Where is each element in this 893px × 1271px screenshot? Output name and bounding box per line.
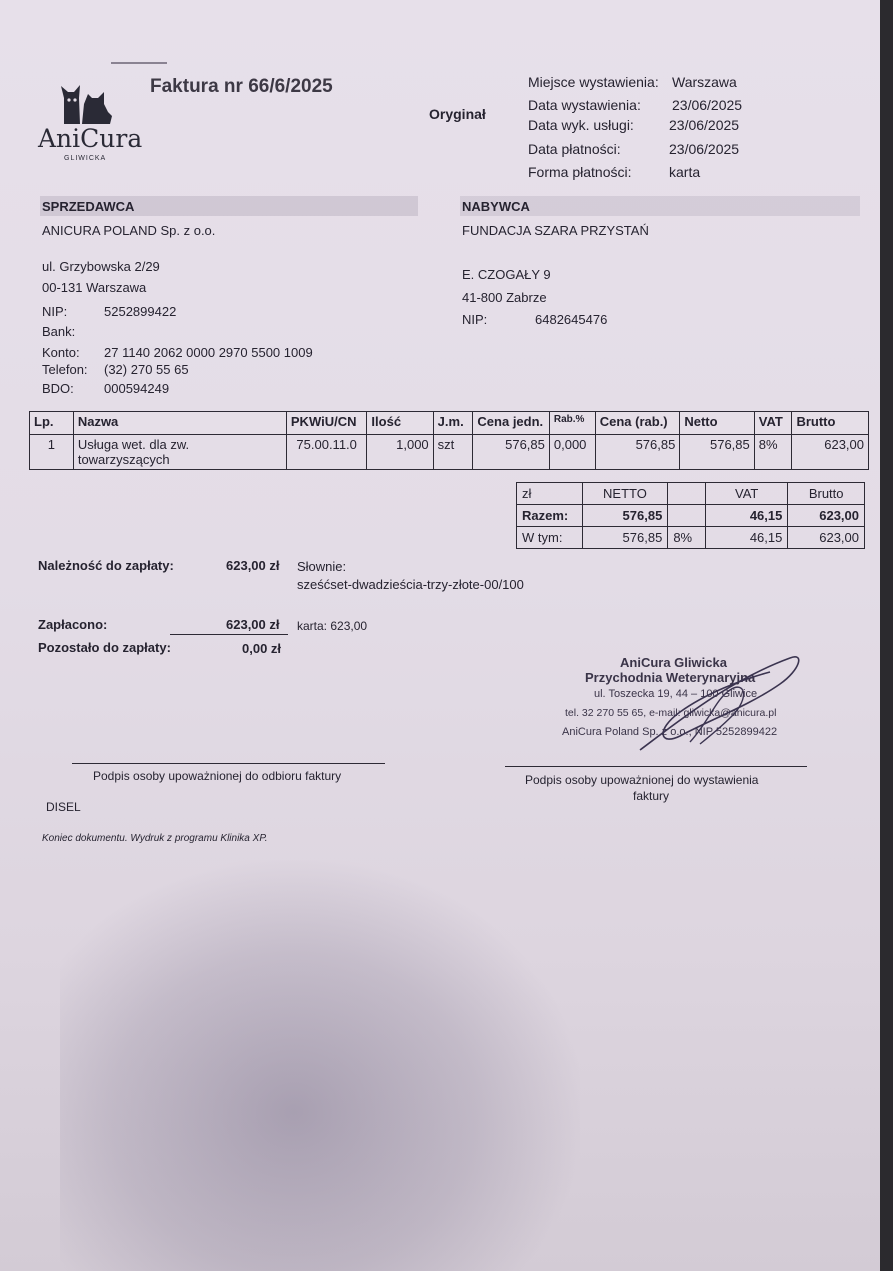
meta-label: Miejsce wystawienia: <box>528 74 659 90</box>
cell-unit: szt <box>433 435 473 470</box>
cell-pkwiu: 75.00.11.0 <box>286 435 367 470</box>
wtym-rate: 8% <box>668 527 706 549</box>
cell-qty: 1,000 <box>367 435 433 470</box>
sum-header: NETTO <box>582 483 668 505</box>
footer-note: Koniec dokumentu. Wydruk z programu Klinika XP. <box>42 833 268 844</box>
hand-shadow <box>60 860 580 1271</box>
sum-header <box>668 483 706 505</box>
cell-unit-price: 576,85 <box>473 435 549 470</box>
name-line: towarzyszących <box>77 452 170 467</box>
seller-name: ANICURA POLAND Sp. z o.o. <box>42 223 216 238</box>
col-header: VAT <box>754 412 792 435</box>
stamp-line: ul. Toszecka 19, 44 – 100 Gliwice <box>594 688 758 700</box>
signature-right-caption-2: faktury <box>633 789 670 803</box>
sum-header: Brutto <box>788 483 865 505</box>
due-amount: 623,00 zł <box>226 558 280 573</box>
buyer-nip-label: NIP: <box>462 312 488 327</box>
logo-name: AniCura <box>38 124 143 153</box>
seller-nip: 5252899422 <box>104 304 177 319</box>
paid-label: Zapłacono: <box>38 617 108 632</box>
seller-bdo-label: BDO: <box>42 381 74 396</box>
cell-name <box>73 435 286 470</box>
cell-net: 576,85 <box>680 435 754 470</box>
sum-header: zł <box>517 483 583 505</box>
sum-header: VAT <box>705 483 787 505</box>
seller-konto-label: Konto: <box>42 345 80 360</box>
meta-label: Data płatności: <box>528 141 621 157</box>
cell-vat: 8% <box>754 435 792 470</box>
stamp-line: AniCura Poland Sp. z o.o., NIP 5252899422 <box>562 726 778 738</box>
logo-subtitle: GLIWICKA <box>64 155 107 162</box>
razem-gross: 623,00 <box>788 505 865 527</box>
signature-right-caption: Podpis osoby upoważnionej do wystawienia <box>525 773 759 787</box>
stamp-line: Przychodnia Weterynaryjna <box>585 670 756 685</box>
copy-label: Oryginał <box>429 106 486 122</box>
meta-value: Warszawa <box>672 74 737 90</box>
summary-wtym-row <box>517 527 865 549</box>
summary-table <box>516 482 865 549</box>
meta-value: 23/06/2025 <box>669 117 740 133</box>
col-header: J.m. <box>433 412 473 435</box>
buyer-name: FUNDACJA SZARA PRZYSTAŃ <box>462 223 649 238</box>
wtym-gross: 623,00 <box>788 527 865 549</box>
summary-header-row <box>517 483 865 505</box>
col-header: PKWiU/CN <box>286 412 367 435</box>
wtym-vat: 46,15 <box>705 527 787 549</box>
cell-gross: 623,00 <box>792 435 869 470</box>
handwritten-signature <box>620 650 810 755</box>
seller-header: SPRZEDAWCA <box>42 199 135 214</box>
buyer-nip: 6482645476 <box>535 312 608 327</box>
remaining-amount: 0,00 zł <box>242 641 282 656</box>
buyer-city: 41-800 Zabrze <box>462 290 547 305</box>
col-header: Nazwa <box>73 412 286 435</box>
meta-value: karta <box>669 164 701 180</box>
cell-discount: 0,000 <box>549 435 595 470</box>
seller-bank-label: Bank: <box>42 324 76 339</box>
meta-label: Forma płatności: <box>528 164 632 180</box>
col-header: Cena jedn. <box>473 412 549 435</box>
buyer-header: NABYWCA <box>462 199 530 214</box>
paid-amount: 623,00 zł <box>226 617 280 632</box>
stamp-line: tel. 32 270 55 65, e-mail: gliwicka@anicura.pl <box>565 707 777 719</box>
items-table <box>29 411 869 470</box>
name-line: Usługa wet. dla zw. <box>77 437 190 452</box>
meta-label: Data wystawienia: <box>528 97 641 113</box>
razem-net: 576,85 <box>582 505 668 527</box>
signature-left-caption: Podpis osoby upoważnionej do odbioru faktury <box>93 769 342 783</box>
razem-vat: 46,15 <box>705 505 787 527</box>
meta-value: 23/06/2025 <box>669 141 740 157</box>
seller-city: 00-131 Warszawa <box>42 280 147 295</box>
col-header: Ilość <box>367 412 433 435</box>
cat-logo-icon <box>58 80 114 126</box>
seller-street: ul. Grzybowska 2/29 <box>42 259 160 274</box>
razem-label: Razem: <box>517 505 583 527</box>
buyer-street: E. CZOGAŁY 9 <box>462 267 551 282</box>
col-header: Brutto <box>792 412 869 435</box>
cell-lp: 1 <box>30 435 74 470</box>
seller-tel-label: Telefon: <box>42 362 88 377</box>
invoice-title: Faktura nr 66/6/2025 <box>150 76 333 97</box>
meta-value: 23/06/2025 <box>672 97 743 113</box>
stamp-line: AniCura Gliwicka <box>620 655 727 670</box>
col-header: Cena (rab.) <box>595 412 680 435</box>
table-row <box>30 435 869 470</box>
paid-method: karta: 623,00 <box>297 619 368 633</box>
col-header: Lp. <box>30 412 74 435</box>
seller-nip-label: NIP: <box>42 304 68 319</box>
seller-konto: 27 1140 2062 0000 2970 5500 1009 <box>104 345 313 360</box>
col-header: Rab.% <box>549 412 595 435</box>
remaining-label: Pozostało do zapłaty: <box>38 640 171 655</box>
words-label: Słownie: <box>297 559 347 574</box>
wtym-net: 576,85 <box>582 527 668 549</box>
summary-total-row <box>517 505 865 527</box>
meta-label: Data wyk. usługi: <box>528 117 634 133</box>
seller-tel: (32) 270 55 65 <box>104 362 189 377</box>
col-header: Netto <box>680 412 754 435</box>
issuer-name: DISEL <box>46 800 81 814</box>
cell-price-disc: 576,85 <box>595 435 680 470</box>
amount-in-words: sześćset-dwadzieścia-trzy-złote-00/100 <box>297 577 524 592</box>
wtym-label: W tym: <box>517 527 583 549</box>
seller-bdo: 000594249 <box>104 381 170 396</box>
items-header-row <box>30 412 869 435</box>
due-label: Należność do zapłaty: <box>38 558 174 573</box>
